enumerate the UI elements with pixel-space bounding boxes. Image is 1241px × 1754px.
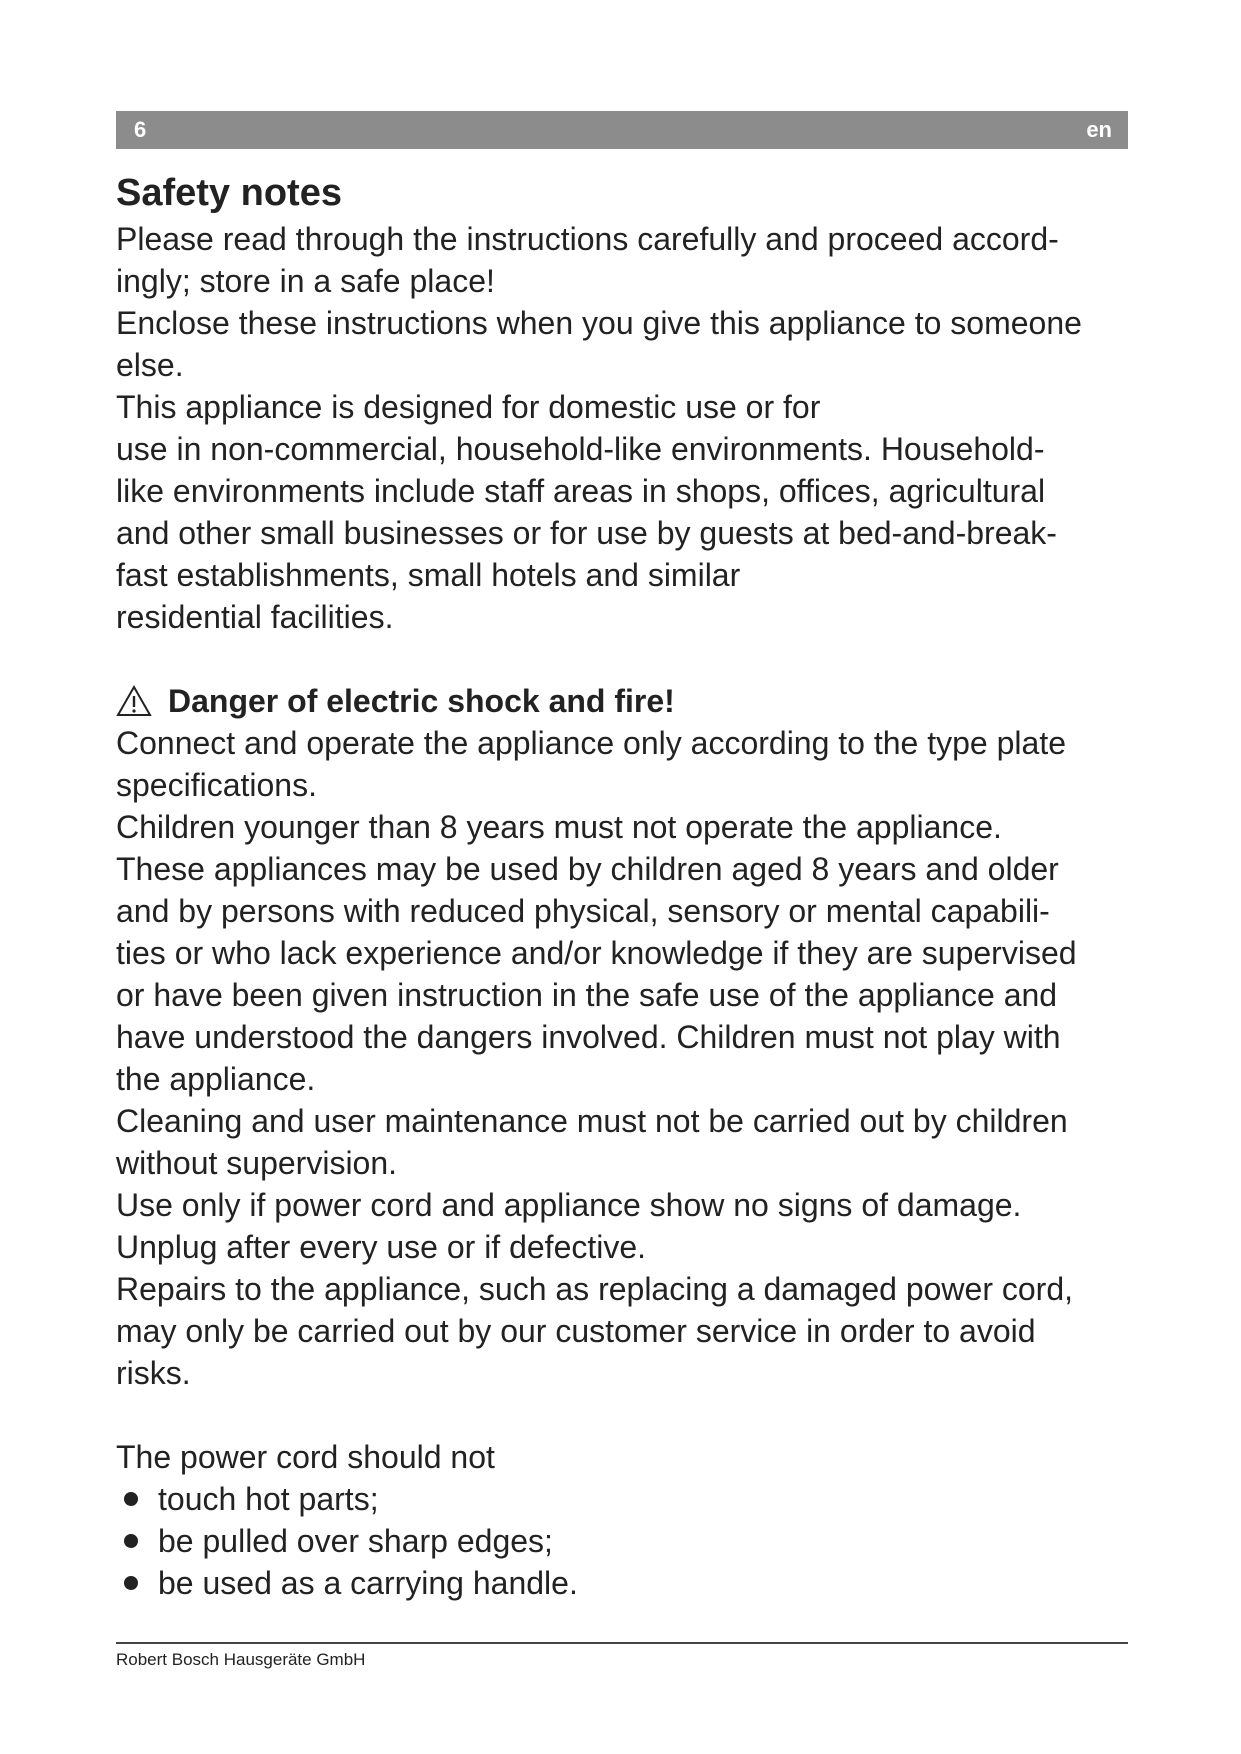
list-item <box>116 1520 1146 1562</box>
intro-paragraph-domestic-use: This appliance is designed for domestic use or for use in non-commercial, household-like environments. Household- like environments include staff areas in shops, offices, agricultural and other small businesses or for use by guests at bed-and-break- fast establishments, small hotels and similar residential facilities. <box>116 389 1057 635</box>
list-item-text: touch hot parts; <box>158 1481 379 1517</box>
page-title: Safety notes <box>116 172 342 214</box>
warning-paragraph-unplug: Unplug after every use or if defective. <box>116 1229 647 1265</box>
bullet-icon <box>124 1492 138 1506</box>
warning-paragraph-cleaning: Cleaning and user maintenance must not be carried out by children without supervision. <box>116 1103 1068 1181</box>
power-cord-list <box>116 1478 1146 1604</box>
list-item-text: be pulled over sharp edges; <box>158 1523 553 1559</box>
warning-heading-text: Danger of electric shock and fire! <box>168 683 675 719</box>
footer-company: Robert Bosch Hausgeräte GmbH <box>116 1650 366 1669</box>
warning-paragraph-children-under-8: Children younger than 8 years must not operate the appliance. <box>116 809 1002 845</box>
warning-triangle-icon <box>116 684 152 718</box>
warning-paragraph-supervision: These appliances may be used by children aged 8 years and older and by persons with reduced physical, sensory or mental capabili- ties or who lack experience and/or knowledge if they are supervised or have been given instruction in the safe use of the appliance and have understood the dangers involved. Children must not play with the appliance. <box>116 851 1077 1097</box>
power-cord-lead: The power cord should not <box>116 1439 495 1475</box>
intro-paragraph-enclose: Enclose these instructions when you give this appliance to someone else. <box>116 305 1082 383</box>
bullet-icon <box>124 1576 138 1590</box>
warning-paragraph-repairs: Repairs to the appliance, such as replacing a damaged power cord, may only be carried out by our customer service in order to avoid risks. <box>116 1271 1074 1391</box>
page-number: 6 <box>134 117 147 142</box>
intro-paragraph-read-instructions: Please read through the instructions carefully and proceed accord- ingly; store in a safe place! <box>116 221 1059 299</box>
section-spacer <box>116 638 1146 680</box>
list-item <box>116 1478 1146 1520</box>
warning-paragraph-damage: Use only if power cord and appliance show no signs of damage. <box>116 1187 1022 1223</box>
bullet-icon <box>124 1534 138 1548</box>
section-spacer <box>116 1394 1146 1436</box>
warning-heading <box>116 680 1146 722</box>
list-item <box>116 1562 1146 1604</box>
list-item-text: be used as a carrying handle. <box>158 1565 578 1601</box>
language-code: en <box>1086 117 1112 142</box>
page-header-bar <box>116 111 1128 149</box>
warning-paragraph-type-plate: Connect and operate the appliance only according to the type plate specifications. <box>116 725 1066 803</box>
page-content <box>116 168 1146 1604</box>
footer-divider <box>116 1642 1128 1644</box>
